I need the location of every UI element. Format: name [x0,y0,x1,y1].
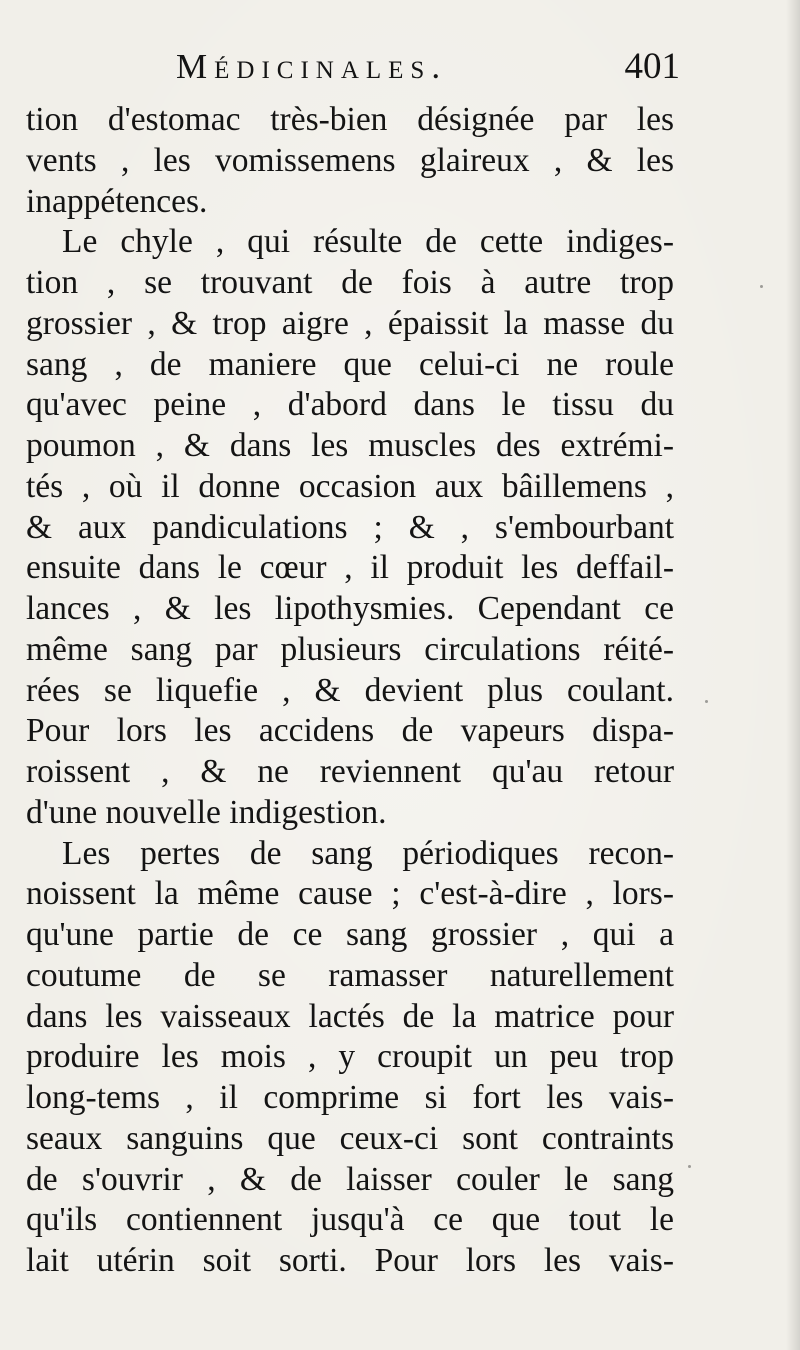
text-line: sang , de maniere que celui-ci ne roule [26,345,674,383]
text-line: d'une nouvelle indigestion. [26,793,387,831]
text-line: poumon , & dans les muscles des extrémi- [26,427,674,464]
text-line: de s'ouvrir , & de laisser couler le sang [26,1160,674,1198]
text-line: ensuite dans le cœur , il produit les deffail- [26,549,674,587]
text-line: rées se liquefie , & devient plus coulant. [26,671,674,709]
text-line: Pour lors les accidens de vapeurs dispa- [26,712,674,750]
text-line: & aux pandiculations ; & , s'embourbant [26,508,674,546]
text-line: roissent , & ne reviennent qu'au retour [26,753,674,790]
paper-speck [760,285,763,288]
text-line: long-tems , il comprime si fort les vais- [26,1079,674,1116]
text-line: seaux sanguins que ceux-ci sont contraints [26,1119,674,1157]
page-header [30,42,680,92]
text-line: tion d'estomac très-bien désignée par les [26,101,674,138]
text-line: lances , & les lipothysmies. Cependant ce [26,590,674,627]
text-line: inappétences. [26,182,208,220]
page-edge-shadow [786,0,800,1350]
text-line: vents , les vomissemens glaireux , & les [26,141,674,179]
paper-speck [688,1165,691,1168]
text-line: qu'avec peine , d'abord dans le tissu du [26,386,674,424]
page-number: 401 [624,46,680,87]
text-line: tion , se trouvant de fois à autre trop [26,264,674,301]
text-line: Les pertes de sang périodiques recon- [62,834,674,872]
text-line: qu'ils contiennent jusqu'à ce que tout le [26,1201,674,1239]
text-line: qu'une partie de ce sang grossier , qui a [26,916,674,953]
text-line: Le chyle , qui résulte de cette indiges- [62,223,674,261]
text-line: coutume de se ramasser naturellement [26,956,674,994]
text-line: produire les mois , y croupit un peu trop [26,1038,674,1076]
text-line: grossier , & trop aigre , épaissit la masse du [26,304,674,342]
body-text [26,100,674,1282]
paper-speck [705,700,708,703]
text-line: noissent la même cause ; c'est-à-dire , lors- [26,875,674,913]
text-line: lait utérin soit sorti. Pour lors les vais- [26,1242,674,1279]
running-head: Médicinales. [176,47,448,86]
text-line: tés , où il donne occasion aux bâillemens , [26,467,674,505]
text-line: même sang par plusieurs circulations réité- [26,630,674,668]
text-line: dans les vaisseaux lactés de la matrice pour [26,997,674,1035]
